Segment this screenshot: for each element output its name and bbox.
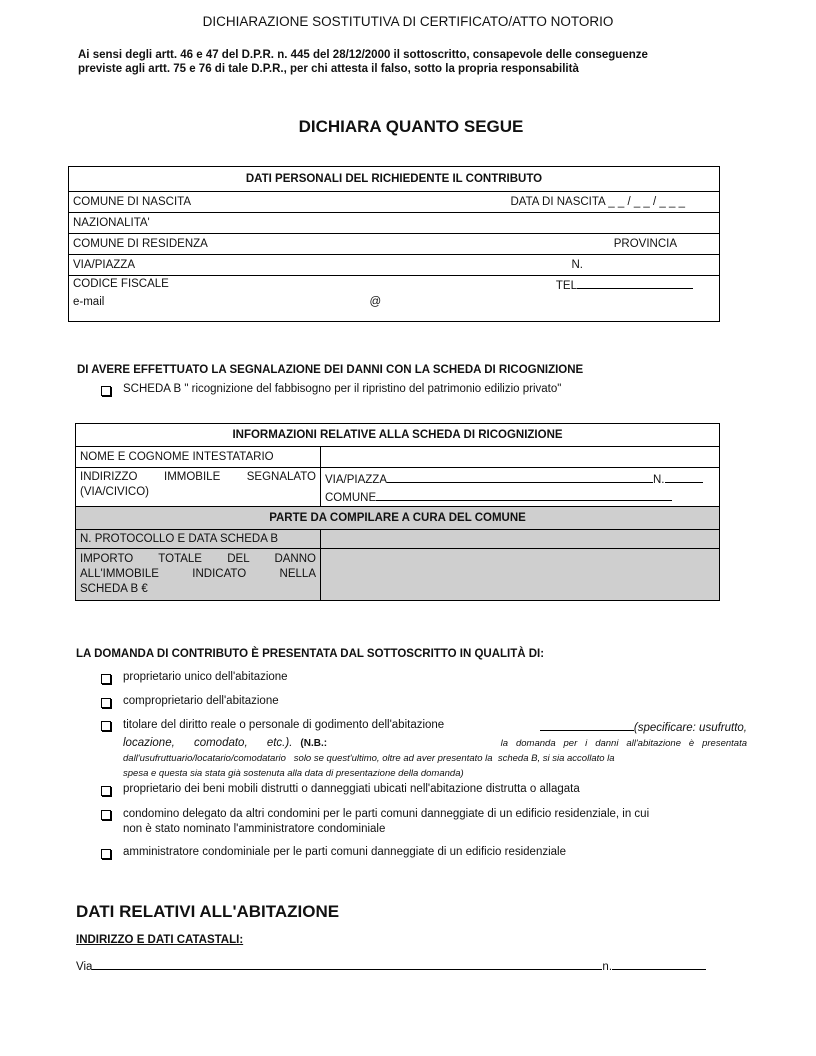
fiscal-row[interactable] — [69, 276, 720, 296]
amount-label-line-3: SCHEDA B € — [80, 583, 148, 595]
checkbox[interactable] — [101, 698, 111, 708]
role-option-delegate[interactable] — [101, 807, 649, 837]
birth-place-label: COMUNE DI NASCITA — [73, 196, 191, 208]
nb-label: (N.B.: — [300, 738, 328, 749]
comune-section-header: PARTE DA COMPILARE A CURA DEL COMUNE — [76, 507, 720, 530]
checkbox[interactable] — [101, 849, 111, 859]
role-option-label: proprietario dei beni mobili distrutti o danneggiati ubicati nell'abitazione distrutta o allagata — [123, 783, 580, 795]
role-option-owner[interactable] — [101, 671, 288, 684]
amount-label-line-2: ALL'IMMOBILE INDICATO NELLA — [80, 568, 316, 580]
delegate-line-2: non è stato nominato l'amministratore condominiale — [123, 823, 386, 835]
email-label: e-mail — [73, 296, 105, 308]
scheda-b-label: SCHEDA B " ricognizione del fabbisogno per il ripristino del patrimonio edilizio privato" — [123, 383, 562, 395]
role-heading: LA DOMANDA DI CONTRIBUTO È PRESENTATA DAL SOTTOSCRITTO IN QUALITÀ DI: — [76, 648, 545, 660]
address-field[interactable] — [321, 468, 720, 507]
dwelling-heading: DATI RELATIVI ALL'ABITAZIONE — [76, 902, 340, 921]
role-option-label: amministratore condominiale per le parti comuni danneggiate di un edificio residenziale — [123, 846, 566, 858]
tel-label: TEL — [555, 280, 577, 292]
specify-line — [540, 718, 634, 731]
role-option-movables[interactable] — [101, 783, 580, 796]
street-line — [387, 470, 653, 483]
fiscal-code-label: CODICE FISCALE — [73, 278, 169, 290]
residence-label: COMUNE DI RESIDENZA — [73, 238, 208, 250]
intro-line-2: previste agli artt. 75 e 76 di tale D.P.R., per chi attesta il falso, sotto la propria responsabilità — [78, 63, 579, 75]
intro-text — [78, 48, 758, 76]
nationality-row[interactable] — [69, 213, 720, 234]
number-line — [665, 470, 703, 483]
province-label: PROVINCIA — [613, 238, 677, 250]
address-label-line-2: (VIA/CIVICO) — [80, 486, 150, 498]
tel-line — [577, 276, 693, 289]
address-subtitle: INDIRIZZO E DATI CATASTALI: — [76, 934, 244, 946]
tel-field[interactable] — [556, 276, 693, 295]
role-option-administrator[interactable] — [101, 846, 566, 859]
at-symbol: @ — [369, 296, 382, 308]
role-option-label: comproprietario dell'abitazione — [123, 695, 279, 707]
delegate-line-1: condomino delegato da altri condomini per le parti comuni danneggiate di un edificio residenziale, in cui — [123, 808, 650, 820]
dwelling-address-field[interactable] — [76, 957, 706, 973]
personal-data-table — [68, 166, 720, 322]
protocol-label: N. PROTOCOLLO E DATA SCHEDA B — [76, 530, 321, 549]
specify-text-2: locazione, comodato, etc.). — [123, 737, 293, 749]
scheda-header: INFORMAZIONI RELATIVE ALLA SCHEDA DI RICOGNIZIONE — [76, 424, 720, 447]
number-label: N. — [571, 259, 583, 271]
checkbox[interactable] — [101, 721, 111, 731]
holder-option-text: titolare del diritto reale o personale di godimento dell'abitazione — [123, 719, 445, 731]
checkbox[interactable] — [101, 674, 111, 684]
checkbox[interactable] — [101, 786, 111, 796]
amount-label-line-1: IMPORTO TOTALE DEL DANNO — [80, 553, 316, 565]
specify-text: (specificare: usufrutto, — [633, 722, 747, 734]
comune-line — [376, 488, 672, 501]
address-label-line-1: INDIRIZZO IMMOBILE SEGNALATO — [80, 471, 316, 483]
role-option-coowner[interactable] — [101, 695, 279, 708]
holder-field[interactable] — [321, 447, 720, 468]
street-label: VIA/PIAZZA — [73, 259, 135, 271]
nb-line-2: dall'usufruttuario/locatario/comodatario solo se quest'ultimo, oltre ad aver presentato la scheda B, si sia accollato la — [123, 753, 615, 764]
amount-label — [76, 549, 321, 601]
scheda-b-option[interactable] — [101, 383, 561, 396]
email-row[interactable] — [69, 295, 720, 322]
nationality-label: NAZIONALITA' — [73, 217, 150, 229]
holder-label: NOME E COGNOME INTESTATARIO — [76, 447, 321, 468]
nb-line-3: spesa e questa sia stata già sostenuta alla data di presentazione della domanda) — [123, 768, 464, 779]
n-line — [612, 957, 706, 970]
amount-field[interactable] — [321, 549, 720, 601]
role-option-label: proprietario unico dell'abitazione — [123, 671, 288, 683]
n-label: n. — [602, 961, 613, 973]
declares-heading: DICHIARA QUANTO SEGUE — [298, 117, 524, 136]
signal-heading: DI AVERE EFFETTUATO LA SEGNALAZIONE DEI DANNI CON LA SCHEDA DI RICOGNIZIONE — [77, 364, 584, 376]
role-option-holder[interactable] — [101, 718, 747, 781]
birth-row[interactable] — [69, 192, 720, 213]
nb-line-1: la domanda per i danni all'abitazione è presentata — [500, 738, 747, 749]
personal-data-header: DATI PERSONALI DEL RICHIEDENTE IL CONTRIBUTO — [245, 173, 543, 185]
via-label: Via — [76, 961, 93, 973]
scheda-street-label: VIA/PIAZZA — [325, 474, 387, 486]
checkbox[interactable] — [101, 810, 111, 820]
scheda-comune-label: COMUNE — [325, 492, 377, 504]
birth-date-label: DATA DI NASCITA _ _ / _ _ / _ _ _ — [510, 196, 685, 208]
checkbox[interactable] — [101, 386, 111, 396]
via-line — [92, 957, 602, 970]
scheda-number-label: N. — [653, 474, 665, 486]
residence-row[interactable] — [69, 234, 720, 255]
protocol-field[interactable] — [321, 530, 720, 549]
street-row[interactable] — [69, 255, 720, 276]
intro-line-1: Ai sensi degli artt. 46 e 47 del D.P.R. n. 445 del 28/12/2000 il sottoscritto, consapevole delle conseguenze — [78, 49, 648, 61]
document-title: DICHIARAZIONE SOSTITUTIVA DI CERTIFICATO/ATTO NOTORIO — [202, 14, 614, 29]
scheda-table — [75, 423, 720, 601]
address-label — [76, 468, 321, 507]
